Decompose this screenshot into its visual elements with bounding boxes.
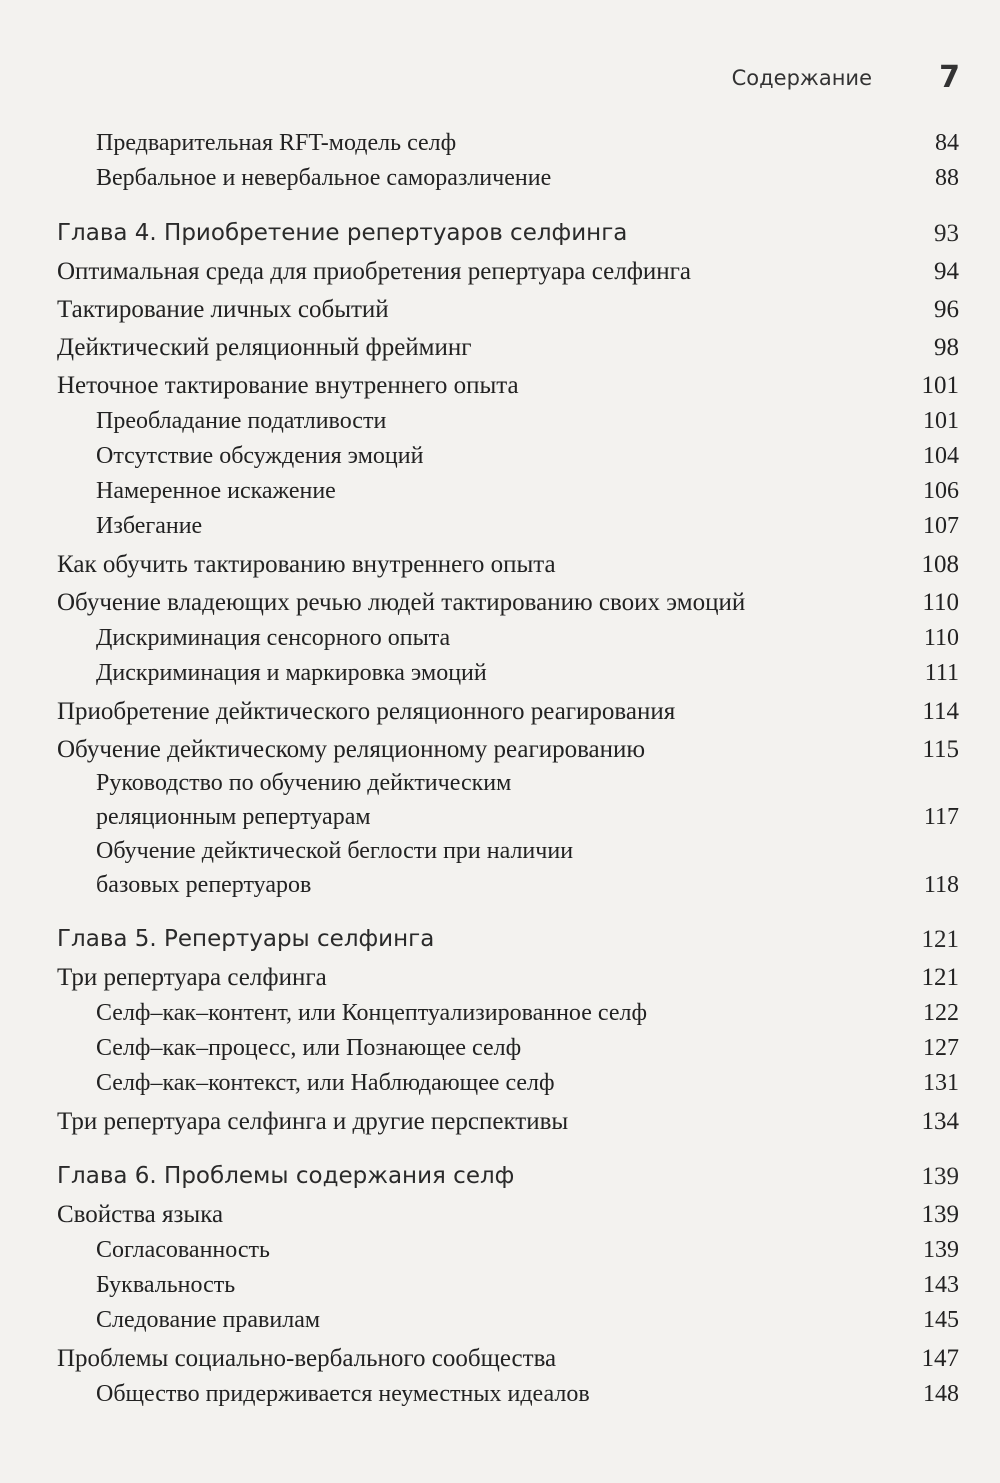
toc-entry-title: Тактирование личных событий (57, 296, 389, 323)
toc-entry-page: 88 (935, 165, 959, 191)
toc-entry-page: 117 (923, 804, 959, 830)
toc-entry (0, 408, 1000, 442)
toc-entry-page: 110 (922, 589, 959, 616)
toc-entry (0, 838, 1000, 908)
toc-entry-title: Селф–как–контент, или Концептуализированное селф (96, 1000, 647, 1026)
toc-entry-page: 139 (923, 1237, 959, 1263)
toc-entry-title: Преобладание податливости (96, 408, 387, 434)
toc-entry-title: Согласованность (96, 1237, 270, 1263)
toc-entry-title: Глава 5. Репертуары селфинга (57, 926, 435, 952)
toc-entry (0, 1345, 1000, 1379)
toc-chapter (0, 926, 1000, 960)
toc-entry-title: Селф–как–процесс, или Познающее селф (96, 1035, 522, 1061)
toc-entry (0, 1000, 1000, 1034)
toc-entry (0, 165, 1000, 199)
toc-entry-title: Оптимальная среда для приобретения репертуара селфинга (57, 258, 692, 285)
toc-entry-title: Общество придерживается неуместных идеалов (96, 1381, 590, 1407)
toc-entry-page: 115 (922, 736, 959, 763)
toc-entry-page: 139 (921, 1201, 959, 1228)
toc-entry (0, 1070, 1000, 1104)
toc-entry-title: Обучение дейктическому реляционному реагированию (57, 736, 646, 763)
toc-entry-page: 96 (934, 296, 959, 323)
toc-chapter (0, 1163, 1000, 1197)
toc-entry (0, 1035, 1000, 1069)
toc-entry-title: Свойства языка (57, 1201, 224, 1228)
toc-entry (0, 660, 1000, 694)
toc-entry (0, 258, 1000, 292)
section-title: Содержание (731, 66, 872, 90)
toc-entry (0, 513, 1000, 547)
toc-entry (0, 964, 1000, 998)
toc-entry (0, 589, 1000, 623)
toc-entry-title: Обучение владеющих речью людей тактированию своих эмоций (57, 589, 746, 616)
toc-entry-title: Отсутствие обсуждения эмоций (96, 443, 424, 469)
toc-entry (0, 551, 1000, 585)
toc-entry-page: 134 (921, 1108, 959, 1135)
toc-entry-title: Дискриминация сенсорного опыта (96, 625, 451, 651)
toc-entry-page: 145 (923, 1307, 959, 1333)
toc-entry-page: 106 (923, 478, 959, 504)
toc-entry-page: 101 (923, 408, 959, 434)
toc-entry (0, 625, 1000, 659)
toc-entry-title: Обучение дейктической беглости при наличии (96, 838, 574, 864)
toc-entry-page: 127 (923, 1035, 959, 1061)
toc-entry (0, 478, 1000, 512)
toc-entry-title: Три репертуара селфинга (57, 964, 327, 991)
toc-entry (0, 770, 1000, 840)
toc-entry (0, 1237, 1000, 1271)
toc-entry-page: 148 (923, 1381, 959, 1407)
toc-entry-title: Дейктический реляционный фрейминг (57, 334, 472, 361)
toc-entry-title: Приобретение дейктического реляционного реагирования (57, 698, 676, 725)
toc-entry-title: Как обучить тактированию внутреннего опыта (57, 551, 556, 578)
toc-entry-title: Проблемы социально-вербального сообщества (57, 1345, 557, 1372)
toc-entry-page: 93 (934, 220, 959, 247)
toc-entry (0, 130, 1000, 164)
toc-entry-page: 147 (921, 1345, 959, 1372)
toc-entry-title: Неточное тактирование внутреннего опыта (57, 372, 519, 399)
toc-entry (0, 334, 1000, 368)
toc-entry (0, 372, 1000, 406)
toc-entry (0, 1201, 1000, 1235)
toc-entry-page: 111 (924, 660, 959, 686)
toc-entry (0, 296, 1000, 330)
toc-entry-title: Глава 4. Приобретение репертуаров селфинга (57, 220, 628, 246)
toc-entry-page: 121 (921, 926, 959, 953)
toc-entry-page: 108 (921, 551, 959, 578)
toc-entry-page: 121 (921, 964, 959, 991)
toc-entry-title-continued: реляционным репертуарам (96, 804, 371, 830)
toc-entry (0, 443, 1000, 477)
toc-entry-title: Три репертуара селфинга и другие перспективы (57, 1108, 569, 1135)
toc-entry-title: Глава 6. Проблемы содержания селф (57, 1163, 515, 1189)
toc-entry-title: Дискриминация и маркировка эмоций (96, 660, 487, 686)
toc-entry (0, 1381, 1000, 1415)
toc-entry-page: 101 (921, 372, 959, 399)
toc-entry-title: Следование правилам (96, 1307, 321, 1333)
toc-entry (0, 1108, 1000, 1142)
toc-entry (0, 1272, 1000, 1306)
toc-entry-page: 139 (921, 1163, 959, 1190)
toc-entry-page: 110 (923, 625, 959, 651)
toc-chapter (0, 220, 1000, 254)
toc-entry-page: 84 (935, 130, 959, 156)
toc-entry-title-continued: базовых репертуаров (96, 872, 312, 898)
toc-entry-title: Предварительная RFT-модель селф (96, 130, 457, 156)
toc-entry-page: 122 (923, 1000, 959, 1026)
toc-entry (0, 736, 1000, 770)
toc-entry-page: 143 (923, 1272, 959, 1298)
toc-entry-page: 104 (923, 443, 959, 469)
page-number: 7 (939, 60, 960, 95)
toc-entry-title: Буквальность (96, 1272, 236, 1298)
toc-entry-title: Руководство по обучению дейктическим (96, 770, 512, 796)
toc-entry-page: 98 (934, 334, 959, 361)
toc-entry-page: 94 (934, 258, 959, 285)
toc-entry-page: 118 (923, 872, 959, 898)
toc-entry-page: 114 (922, 698, 959, 725)
toc-entry-title: Селф–как–контекст, или Наблюдающее селф (96, 1070, 555, 1096)
toc-entry (0, 1307, 1000, 1341)
toc-entry-title: Намеренное искажение (96, 478, 336, 504)
toc-entry-title: Вербальное и невербальное саморазличение (96, 165, 552, 191)
toc-entry (0, 698, 1000, 732)
toc-entry-page: 107 (923, 513, 959, 539)
toc-entry-title: Избегание (96, 513, 203, 539)
toc-entry-page: 131 (923, 1070, 959, 1096)
